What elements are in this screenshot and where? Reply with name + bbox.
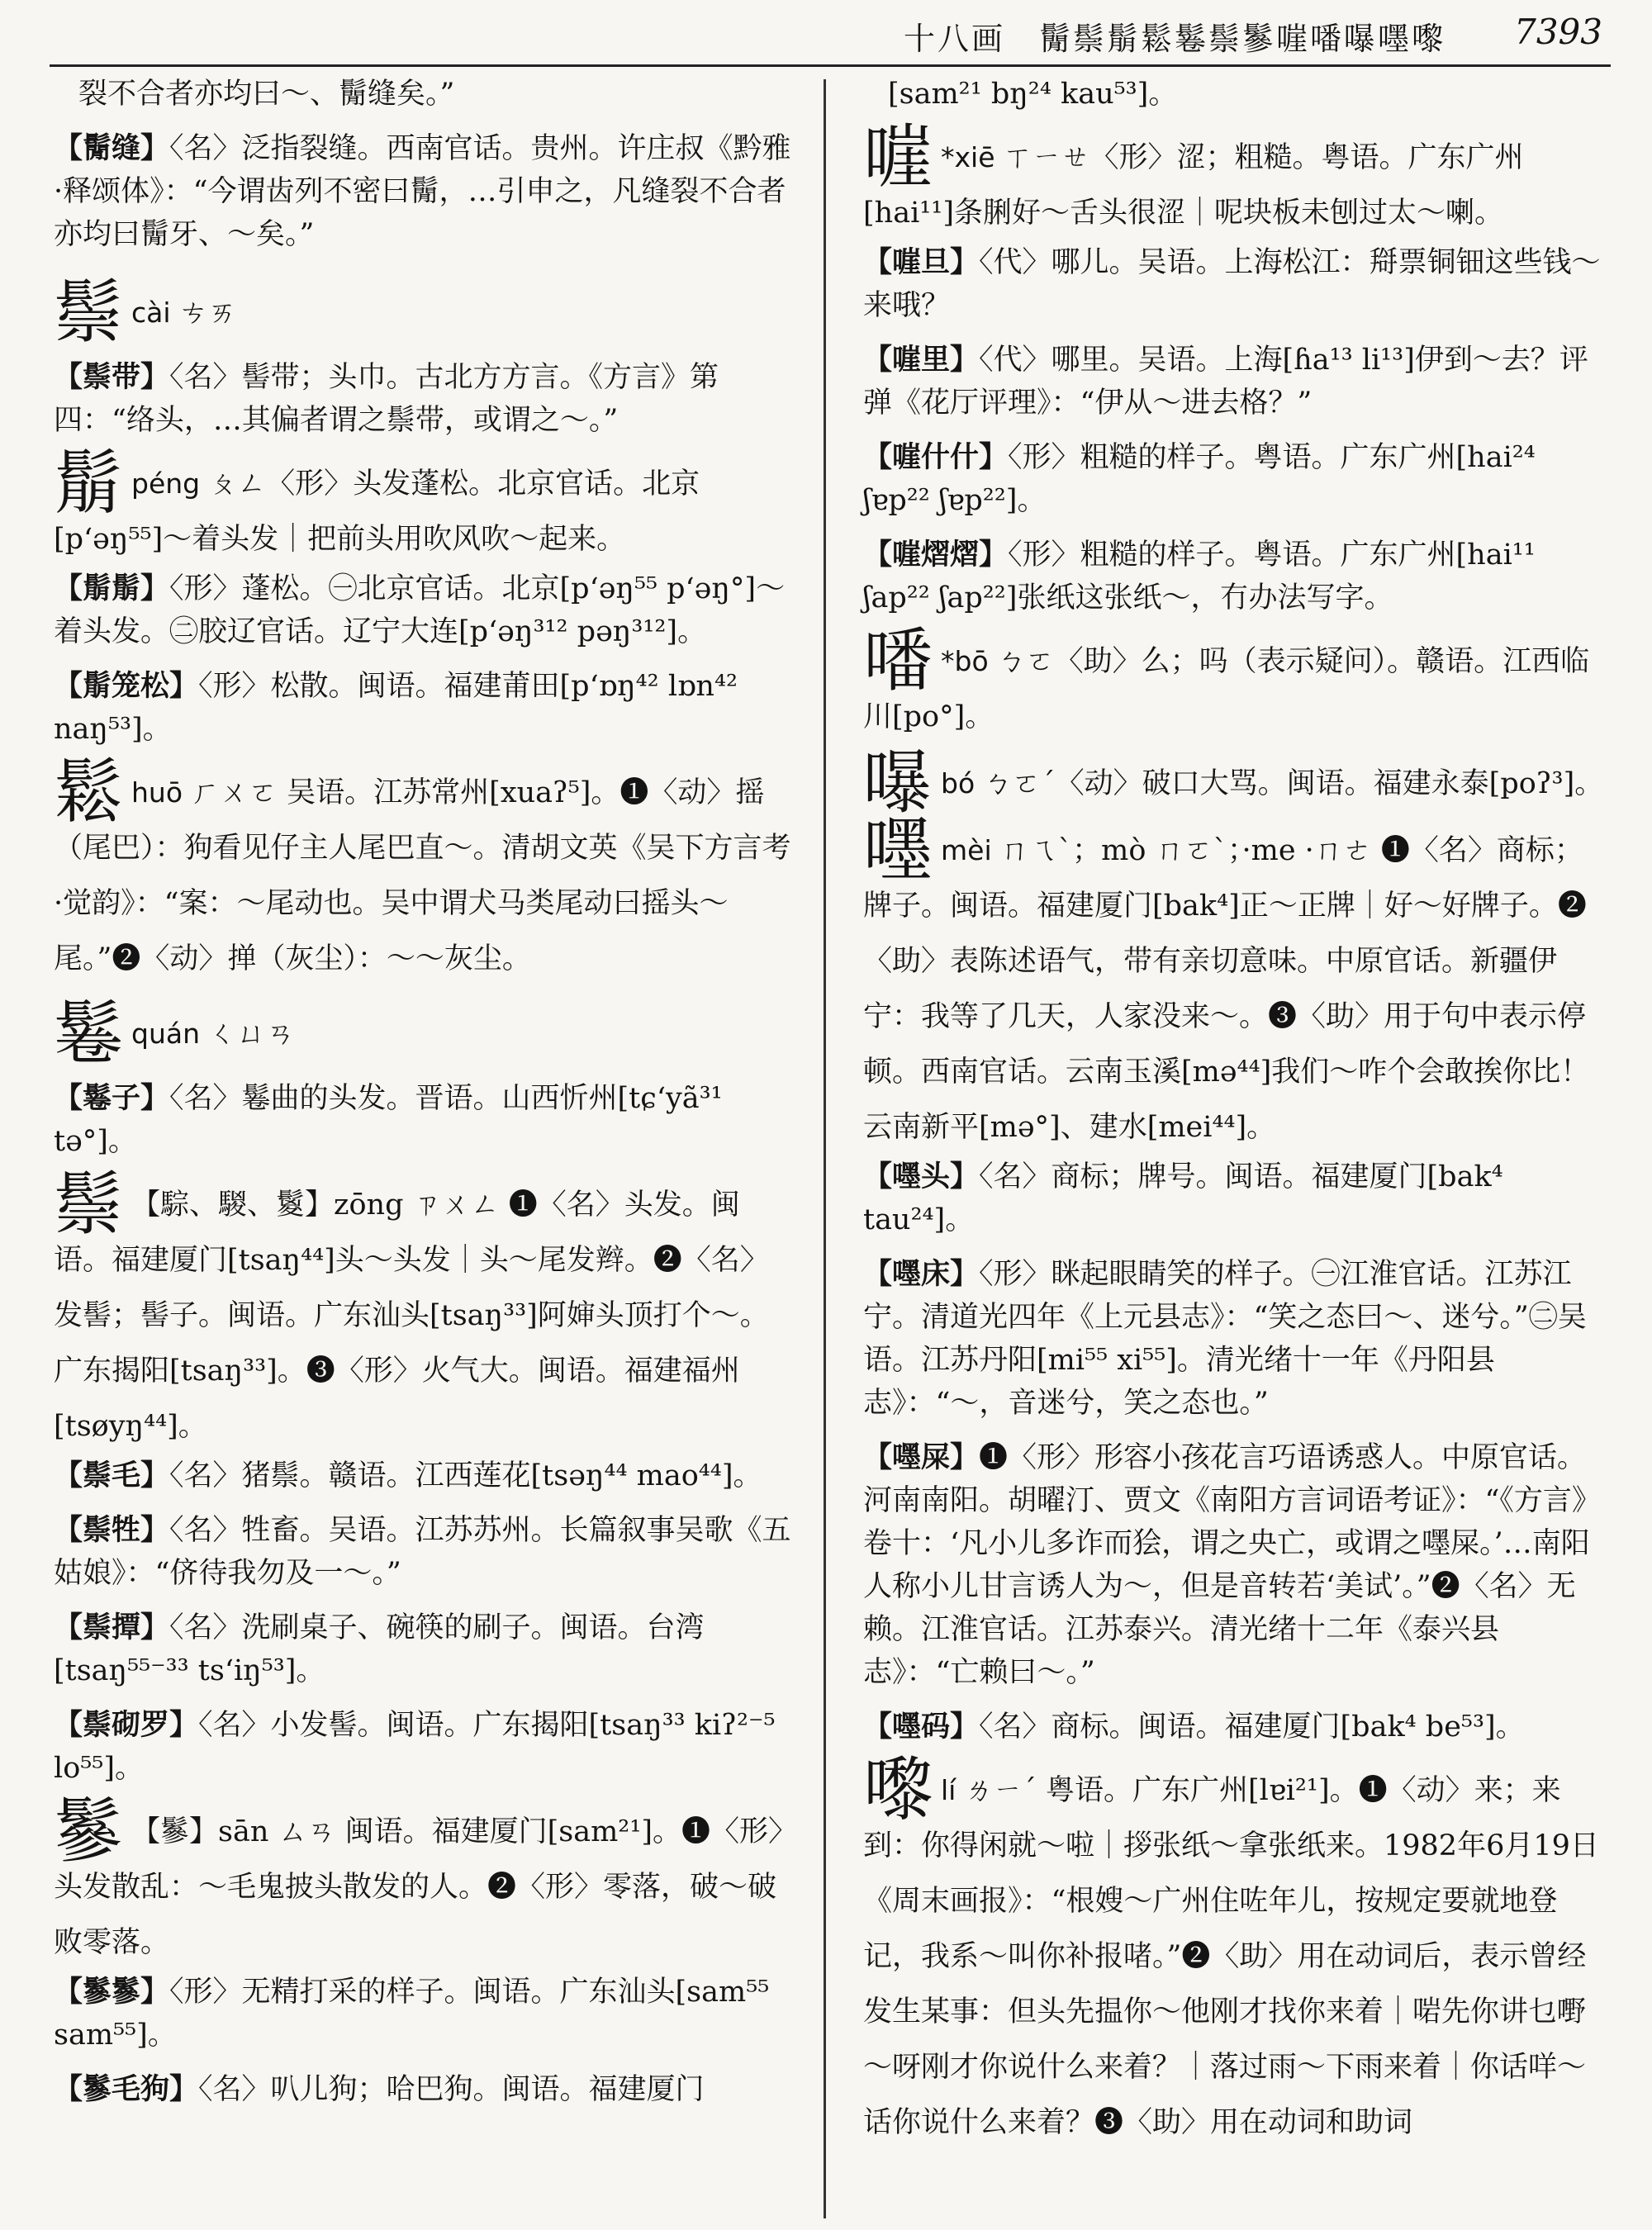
- head-character-entry: [863, 809, 1607, 1152]
- entry-definition: 〈名〉泛指裂缝。西南官话。贵州。许庄叔《黔雅·释颂体》：“今谓齿列不密曰鬜，…引申之，凡缝裂不合者亦均曰鬜牙、～矣。”: [54, 132, 791, 251]
- section-heading: 十八画 鬜鬃鬅鬆鬈鬃鬖嘊噃嚗嚜嚟: [903, 21, 1446, 57]
- column-divider: [824, 79, 826, 2218]
- entry-headword: 【嘊旦】: [863, 245, 980, 279]
- right-column: [863, 73, 1607, 2151]
- sub-entry: [863, 1253, 1607, 1425]
- head-character: 鬅: [54, 443, 124, 524]
- page-header: [50, 0, 1611, 63]
- head-character-entry: [54, 752, 797, 984]
- sub-entry: [54, 1606, 797, 1692]
- entry-definition: 〈形〉松散。闽语。福建莆田[p‘ɒŋ⁴² lɒn⁴² naŋ⁵³]。: [54, 670, 738, 746]
- entry-definition: ❶〈形〉形容小孩花言巧语诱惑人。中原官话。河南南阳。胡曜汀、贾文《南阳方言词语考证》：“《方言》卷十：‘凡小儿多诈而狯，谓之央亡，或谓之嚜屎。’…南阳人称小儿甘言诱人为～，但是音转若‘美试’。”❷〈名〉无赖。江淮官话。江苏泰兴。清光绪十二年《泰兴县志》：“亡赖曰～。”: [863, 1441, 1601, 1689]
- entry-headword: 【嚜屎】: [863, 1440, 980, 1474]
- head-character-entry: [863, 743, 1607, 823]
- entry-headword: 【嘊里】: [863, 343, 980, 377]
- sub-entry: [863, 241, 1607, 327]
- head-character-entry: [54, 268, 797, 353]
- head-character-entry: [54, 1164, 797, 1451]
- sub-entry: [54, 127, 797, 256]
- sub-entry: [54, 567, 797, 653]
- entry-definition: 〈形〉无精打采的样子。闽语。广东汕头[sam⁵⁵ sam⁵⁵]。: [54, 1976, 770, 2052]
- entry-text: ㄅㄛ〈助〉么；吗（表示疑问）。赣语。江西临川[po°]。: [863, 645, 1590, 733]
- entry-headword: 【嚜码】: [863, 1710, 980, 1744]
- left-column: [54, 73, 797, 2123]
- pinyin: péng: [131, 467, 201, 500]
- pinyin: huō: [131, 776, 183, 809]
- sub-entry: [863, 1436, 1607, 1694]
- entry-headword: 【鬅笼松】: [54, 669, 199, 703]
- entry-definition: 〈名〉洗刷桌子、碗筷的刷子。闽语。台湾[tsaŋ⁵⁵⁻³³ ts‘iŋ⁵³]。: [54, 1611, 705, 1687]
- head-character-entry: [863, 620, 1607, 742]
- head-character: 鬆: [54, 752, 124, 833]
- entry-definition: 〈形〉蓬松。㊀北京官话。北京[p‘əŋ⁵⁵ p‘əŋ°]～着头发。㊁胶辽官话。辽宁大连[p‘əŋ³¹² pəŋ³¹²]。: [54, 572, 786, 648]
- entry-definition: 〈名〉鬈曲的头发。晋语。山西忻州[tɕ‘yã³¹ tə°]。: [54, 1082, 723, 1158]
- head-character: 噃: [863, 620, 933, 701]
- sub-entry: [863, 339, 1607, 425]
- entry-headword: 【鬃牲】: [54, 1513, 170, 1547]
- pinyin: mèi: [941, 834, 992, 866]
- head-character: 嚟: [863, 1749, 933, 1830]
- entry-definition: [sam²¹ bŋ²⁴ kau⁵³]。: [888, 78, 1178, 111]
- entry-definition: 〈名〉叭儿狗；哈巴狗。闽语。福建厦门: [198, 2073, 705, 2106]
- entry-definition: 裂不合者亦均曰～、鬜缝矣。”: [78, 78, 455, 111]
- entry-text: ㄅㄛˊ〈动〉破口大骂。闽语。福建永泰[poʔ³]。: [983, 767, 1604, 800]
- entry-text: ㄒㄧㄝ〈形〉涩；粗糙。粤语。广东广州[hai¹¹]条脷好～舌头很涩｜呢块板未刨过太～喇。: [863, 141, 1524, 230]
- entry-text: ㄏㄨㄛ 吴语。江苏常州[xuaʔ⁵]。❶〈动〉摇（尾巴）：狗看见仔主人尾巴直～。清胡文英《吴下方言考·觉韵》：“案：～尾动也。吴中谓犬马类尾动曰摇头～尾。”❷〈动〉掸（灰尘）：～～灰尘。: [54, 776, 791, 975]
- head-character: 鬃: [54, 272, 124, 353]
- pinyin: *bō: [941, 645, 989, 677]
- entry-headword: 【嘊什什】: [863, 440, 1009, 474]
- sub-entry: [54, 73, 797, 116]
- entry-text: ㄇㄟˋ；mò ㄇㄛˋ；·me ·ㄇㄜ ❶〈名〉商标；牌子。闽语。福建厦门[bak⁴]正～正牌｜好～好牌子。❷〈助〉表陈述语气，带有亲切意味。中原官话。新疆伊宁：我等了几天，人家没来～。❸〈助〉用于句中表示停顿。西南官话。云南玉溪[mə⁴⁴]我们～咋个会敢挨你比！云南新平[mə°]、建水[mei⁴⁴]。: [863, 834, 1590, 1144]
- entry-headword: 【嚜床】: [863, 1257, 980, 1291]
- entry-definition: 〈名〉猪鬃。赣语。江西莲花[tsəŋ⁴⁴ mao⁴⁴]。: [169, 1459, 762, 1492]
- entry-text: 【鬖】sān ㄙㄢ 闽语。福建厦门[sam²¹]。❶〈形〉头发散乱：～毛鬼披头散发的人。❷〈形〉零落，破～破败零落。: [54, 1815, 783, 1959]
- pinyin: bó: [941, 767, 976, 799]
- entry-text: 【騌、騣、鬉】zōng ㄗㄨㄥ ❶〈名〉头发。闽语。福建厦门[tsaŋ⁴⁴]头～头发｜头～尾发辫。❷〈名〉发髻；髻子。闽语。广东汕头[tsaŋ³³]阿婶头顶打个～。广东揭阳[tsaŋ³³]。❸〈形〉火气大。闽语。福建福州[tsøyŋ⁴⁴]。: [54, 1189, 769, 1443]
- sub-entry: [54, 356, 797, 442]
- head-character-entry: [863, 116, 1607, 238]
- sub-entry: [863, 73, 1607, 116]
- sub-entry: [54, 2068, 797, 2111]
- sub-entry: [54, 1509, 797, 1595]
- entry-definition: 〈形〉粗糙的样子。粤语。广东广州[hai¹¹ ʃap²² ʃap²²]张纸这张纸～，冇办法写字。: [863, 539, 1536, 614]
- entry-headword: 【嚜头】: [863, 1160, 980, 1193]
- pinyin: lí: [941, 1774, 957, 1806]
- sub-entry: [863, 436, 1607, 522]
- pinyin: quán: [131, 1018, 201, 1050]
- head-character: 鬈: [54, 993, 124, 1074]
- head-character: 鬖: [54, 1791, 124, 1872]
- entry-definition: 〈名〉小发髻。闽语。广东揭阳[tsaŋ³³ kiʔ²⁻⁵ lo⁵⁵]。: [54, 1709, 776, 1785]
- sub-entry: [54, 1077, 797, 1163]
- sub-entry: [863, 534, 1607, 619]
- entry-definition: 〈形〉眯起眼睛笑的样子。㊀江淮官话。江苏江宁。清道光四年《上元县志》：“笑之态曰～、迷兮。”㊁吴语。江苏丹阳[mi⁵⁵ xi⁵⁵]。清光绪十一年《丹阳县志》：“～，音迷兮，笑之态也。”: [863, 1258, 1587, 1420]
- entry-headword: 【鬃带】: [54, 360, 170, 394]
- entry-headword: 【鬃砌罗】: [54, 1708, 199, 1742]
- entry-headword: 【鬅鬅】: [54, 572, 170, 605]
- entry-text: ㄆㄥ〈形〉头发蓬松。北京官话。北京[p‘əŋ⁵⁵]～着头发｜把前头用吹风吹～起来。: [54, 467, 700, 556]
- sub-entry: [54, 1704, 797, 1790]
- head-character-entry: [863, 1749, 1607, 2147]
- head-character: 嘊: [863, 116, 933, 197]
- head-character: 嚗: [863, 743, 933, 823]
- head-character-entry: [54, 989, 797, 1074]
- header-rule: [50, 64, 1611, 67]
- entry-definition: 〈形〉粗糙的样子。粤语。广东广州[hai²⁴ ʃɐp²² ʃɐp²²]。: [863, 441, 1536, 517]
- entry-definition: 〈代〉哪里。吴语。上海[ɦa¹³ li¹³]伊到～去？评弹《花厅评理》：“伊从～进去格？”: [863, 344, 1588, 420]
- entry-definition: 〈名〉牲畜。吴语。江苏苏州。长篇叙事吴歌《五姑娘》：“侪待我勿及一～。”: [54, 1514, 791, 1590]
- entry-headword: 【鬈子】: [54, 1081, 170, 1115]
- entry-text: ㄘㄞ: [178, 297, 237, 330]
- sub-entry: [54, 665, 797, 751]
- pinyin: cài: [131, 297, 171, 329]
- entry-headword: 【鬖毛狗】: [54, 2072, 199, 2106]
- sub-entry: [54, 1454, 797, 1497]
- sub-entry: [54, 1971, 797, 2057]
- entry-text: ㄑㄩㄢ: [208, 1018, 296, 1051]
- pinyin: *xiē: [941, 141, 995, 173]
- entry-definition: 〈名〉商标；牌号。闽语。福建厦门[bak⁴ tau²⁴]。: [863, 1160, 1503, 1236]
- head-character: 嚜: [863, 809, 933, 890]
- sub-entry: [863, 1706, 1607, 1748]
- entry-headword: 【鬜缝】: [54, 131, 170, 165]
- entry-definition: 〈名〉商标。闽语。福建厦门[bak⁴ be⁵³]。: [979, 1710, 1525, 1744]
- head-character-entry: [54, 443, 797, 564]
- sub-entry: [863, 1155, 1607, 1241]
- page-number: 7393: [1514, 12, 1602, 52]
- entry-headword: 【嘊熠熠】: [863, 538, 1009, 572]
- head-character-entry: [54, 1791, 797, 1967]
- entry-definition: 〈代〉哪儿。吴语。上海松江：搿票铜钿这些钱～来哦？: [863, 246, 1601, 322]
- entry-text: ㄌㄧˊ 粤语。广东广州[lɐi²¹]。❶〈动〉来；来到：你得闲就～啦｜拶张纸～拿张纸来。1982年6月19日《周末画报》：“根嫂～广州住咗年儿，按规定要就地登记，我系～叫你补报啫。”❷〈助〉用在动词后，表示曾经发生某事：但头先揾你～他刚才找你来着｜啱先你讲乜嘢～呀刚才你说什么来着？｜落过雨～下雨来着｜你话咩～话你说什么来着？❸〈助〉用在动词和助词: [863, 1774, 1599, 2139]
- entry-headword: 【鬃毛】: [54, 1459, 170, 1492]
- entry-headword: 【鬃撢】: [54, 1611, 170, 1644]
- head-character: 鬃: [54, 1164, 124, 1245]
- entry-headword: 【鬖鬖】: [54, 1975, 170, 2009]
- entry-definition: 〈名〉髻带；头巾。古北方方言。《方言》第四：“络头，…其偏者谓之鬃带，或谓之～。”: [54, 361, 719, 437]
